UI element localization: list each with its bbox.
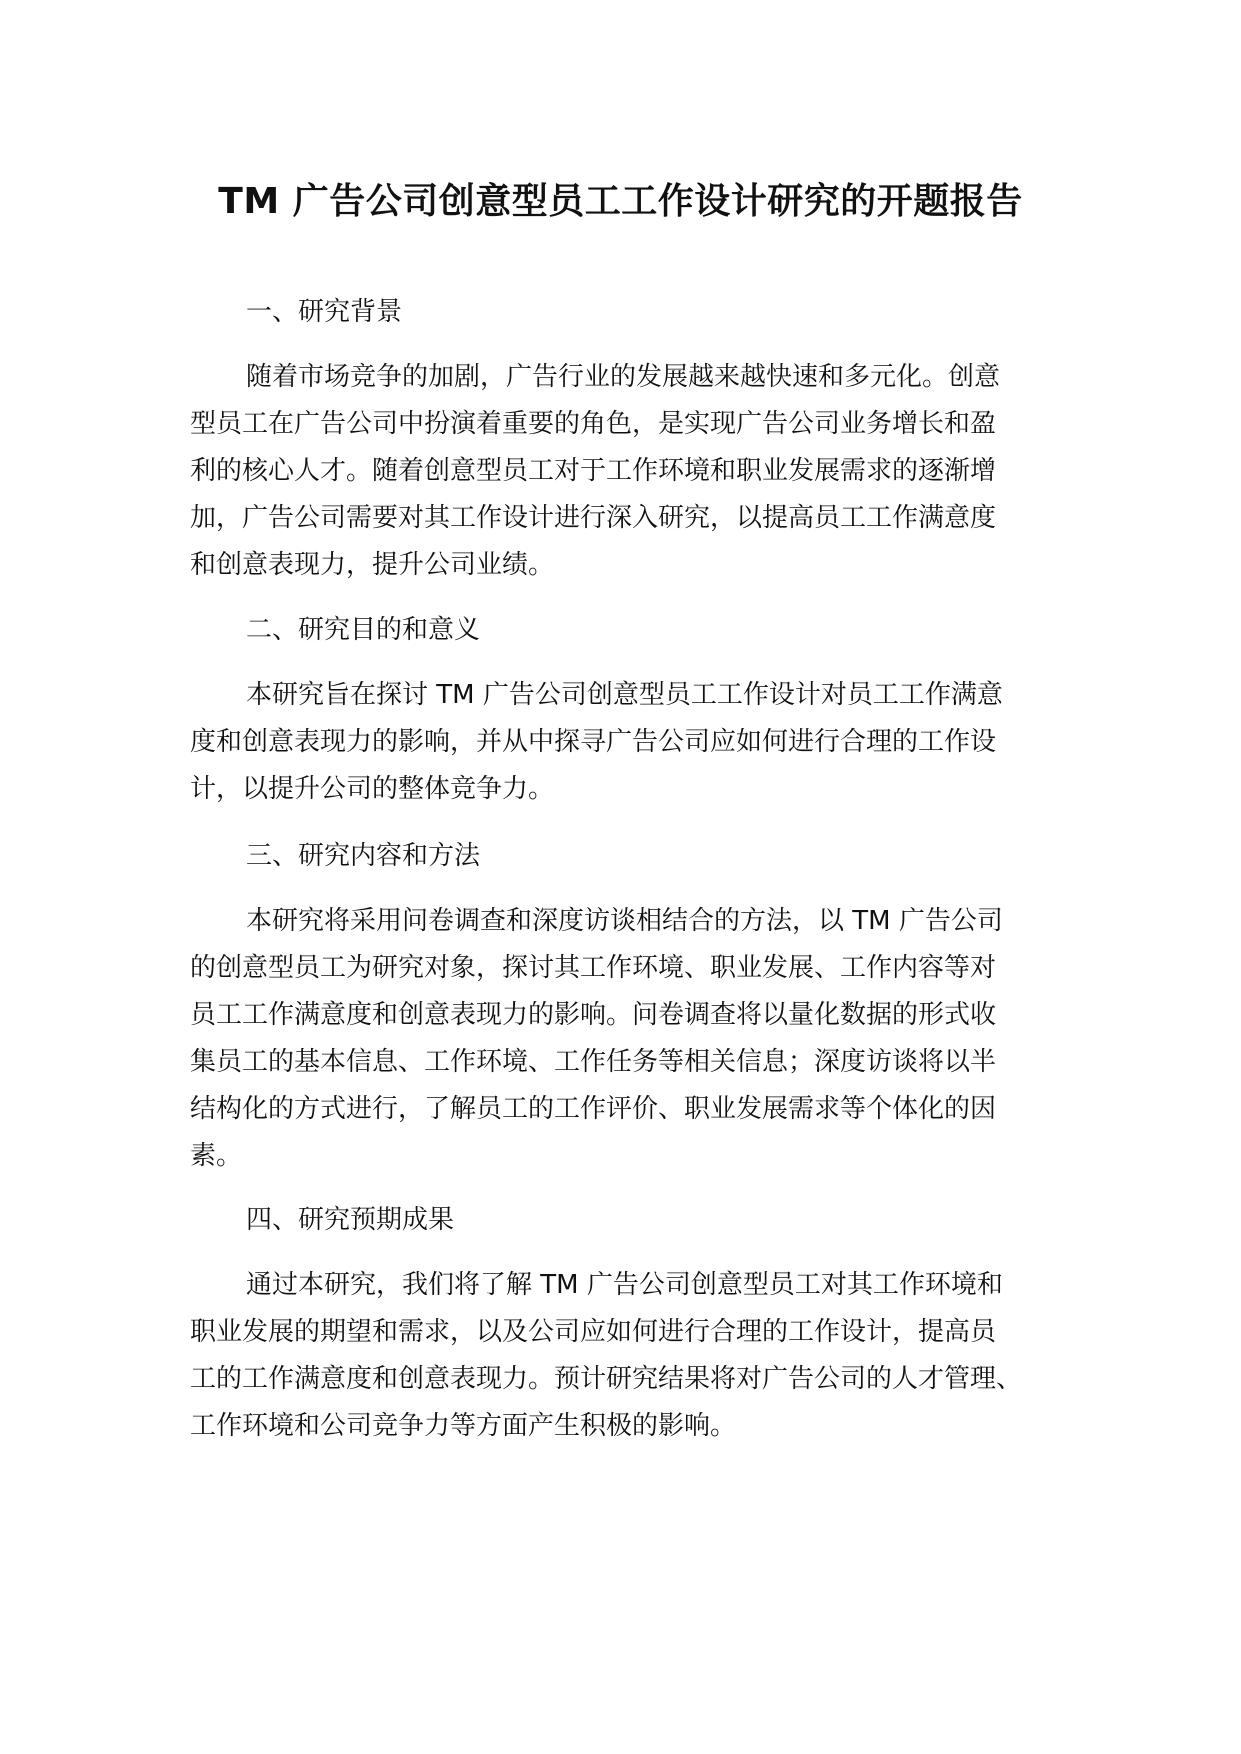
paragraph-line: 工的工作满意度和创意表现力。预计研究结果将对广告公司的人才管理、 xyxy=(190,1364,1023,1394)
paragraph-line: 本研究旨在探讨 TM 广告公司创意型员工工作设计对员工工作满意 xyxy=(246,680,1003,710)
paragraph-line: 度和创意表现力的影响，并从中探寻广告公司应如何进行合理的工作设 xyxy=(190,727,997,757)
paragraph-line: 员工工作满意度和创意表现力的影响。问卷调查将以量化数据的形式收 xyxy=(190,1000,997,1030)
paragraph-line: 计，以提升公司的整体竞争力。 xyxy=(190,774,555,804)
paragraph-line: 的创意型员工为研究对象，探讨其工作环境、职业发展、工作内容等对 xyxy=(190,953,997,983)
paragraph-line: 随着市场竞争的加剧，广告行业的发展越来越快速和多元化。创意 xyxy=(246,362,1001,392)
paragraph-line: 和创意表现力，提升公司业绩。 xyxy=(190,550,555,580)
paragraph-line: 集员工的基本信息、工作环境、工作任务等相关信息；深度访谈将以半 xyxy=(190,1047,997,1077)
paragraph-line: 工作环境和公司竞争力等方面产生积极的影响。 xyxy=(190,1411,737,1441)
paragraph-line: 职业发展的期望和需求，以及公司应如何进行合理的工作设计，提高员 xyxy=(190,1317,997,1347)
paragraph-method xyxy=(190,898,1090,1180)
paragraph-line: 通过本研究，我们将了解 TM 广告公司创意型员工对其工作环境和 xyxy=(246,1270,1003,1300)
section-heading-outcomes: 四、研究预期成果 xyxy=(246,1205,455,1235)
paragraph-line: 型员工在广告公司中扮演着重要的角色，是实现广告公司业务增长和盈 xyxy=(190,409,997,439)
paragraph-purpose xyxy=(190,672,1090,813)
section-heading-purpose: 二、研究目的和意义 xyxy=(246,615,481,645)
paragraph-line: 素。 xyxy=(190,1141,243,1171)
section-heading-method: 三、研究内容和方法 xyxy=(246,841,481,871)
paragraph-line: 本研究将采用问卷调查和深度访谈相结合的方法，以 TM 广告公司 xyxy=(246,906,1003,936)
paragraph-line: 利的核心人才。随着创意型员工对于工作环境和职业发展需求的逐渐增 xyxy=(190,456,997,486)
paragraph-line: 加，广告公司需要对其工作设计进行深入研究，以提高员工工作满意度 xyxy=(190,503,997,533)
paragraph-background xyxy=(190,354,1090,589)
section-heading-background: 一、研究背景 xyxy=(246,297,403,327)
document-title: TM 广告公司创意型员工工作设计研究的开题报告 xyxy=(218,181,1023,222)
paragraph-line: 结构化的方式进行，了解员工的工作评价、职业发展需求等个体化的因 xyxy=(190,1094,997,1124)
paragraph-outcomes xyxy=(190,1262,1090,1450)
